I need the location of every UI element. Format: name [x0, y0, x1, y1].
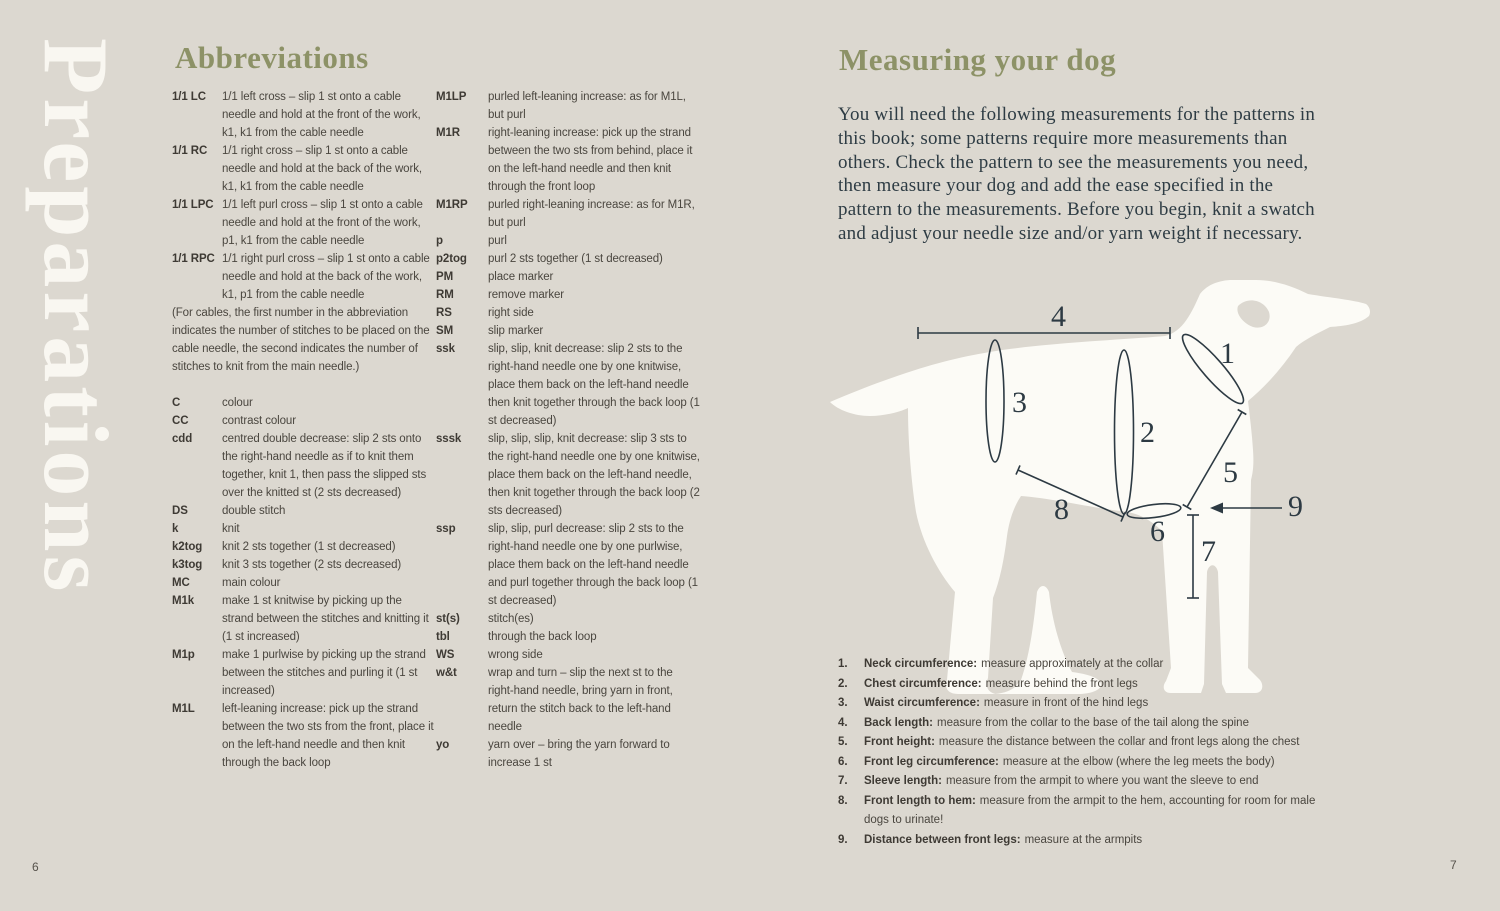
- measurement-number: 8.: [838, 794, 848, 807]
- measurement-text: [864, 753, 1342, 773]
- measurement-item: [838, 792, 1398, 831]
- abbreviation-term: p2tog: [436, 253, 467, 265]
- abbreviation-row: [436, 268, 700, 286]
- abbreviation-definition: colour: [222, 397, 253, 409]
- measurement-list: [838, 655, 1398, 850]
- abbreviation-definition: 1/1 right purl cross – slip 1 st onto a cable needle and hold at the back of the work, k1, p1 from the cable needle: [222, 253, 430, 301]
- measurement-number: 9.: [838, 833, 848, 846]
- abbreviation-term: sssk: [436, 433, 462, 445]
- abbreviation-definition: purled right-leaning increase: as for M1R, but purl: [488, 199, 695, 229]
- measurement-number: 2.: [838, 677, 848, 690]
- abbreviations-column-2: [436, 88, 700, 772]
- abbreviation-definition: knit 3 sts together (2 sts decreased): [222, 559, 402, 571]
- measurement-item: [838, 831, 1398, 851]
- abbreviation-term: C: [172, 397, 181, 409]
- abbreviation-term: M1p: [172, 649, 195, 661]
- abbreviation-row: [436, 286, 700, 304]
- measurement-label: Neck circumference:: [864, 658, 978, 670]
- abbreviation-row: [436, 124, 700, 196]
- abbreviation-term: k: [172, 523, 179, 535]
- measurement-text: [864, 655, 1342, 675]
- measurement-description: measure at the armpits: [1024, 833, 1143, 846]
- abbreviation-term: MC: [172, 577, 190, 589]
- measurement-item: [838, 655, 1398, 675]
- abbreviation-term: tbl: [436, 631, 450, 643]
- abbreviations-cable-group: [172, 88, 434, 304]
- marker-label-5: 5: [1223, 456, 1238, 489]
- abbreviation-row: [172, 592, 434, 646]
- measurement-number: 6.: [838, 755, 848, 768]
- measurement-description: measure from the armpit to where you want the sleeve to end: [945, 775, 1259, 787]
- measurement-text: [864, 792, 1342, 831]
- abbreviation-definition: place marker: [488, 271, 554, 283]
- abbreviation-term: M1RP: [436, 199, 468, 211]
- abbreviation-definition: slip, slip, knit decrease: slip 2 sts to the right-hand needle one by one knitwise, place them back on the left-hand needle then knit together through the back loop (1 st decreased): [488, 343, 700, 427]
- abbreviation-row: [436, 340, 700, 430]
- abbreviation-term: ssk: [436, 343, 455, 355]
- abbreviation-definition: purled left-leaning increase: as for M1L, but purl: [488, 91, 686, 121]
- abbreviations-main-group: [172, 394, 434, 772]
- measurement-description: measure from the collar to the base of the tail along the spine: [937, 716, 1249, 729]
- abbreviation-term: cdd: [172, 433, 193, 445]
- marker-label-9: 9: [1288, 490, 1303, 523]
- abbreviations-column-1: [172, 88, 434, 772]
- abbreviation-row: [172, 196, 434, 250]
- abbreviation-definition: knit: [222, 523, 240, 535]
- abbreviation-row: [436, 628, 700, 646]
- measurement-text: [864, 831, 1342, 851]
- abbreviation-row: [436, 664, 700, 736]
- abbreviation-row: [436, 304, 700, 322]
- measurement-text: [864, 714, 1342, 734]
- measurement-description: measure in front of the hind legs: [983, 697, 1149, 709]
- abbreviation-row: [436, 88, 700, 124]
- abbreviation-term: 1/1 LPC: [172, 199, 214, 211]
- abbreviation-term: RM: [436, 289, 454, 301]
- abbreviation-definition: purl 2 sts together (1 st decreased): [488, 253, 663, 265]
- measurement-description: measure approximately at the collar: [981, 658, 1164, 670]
- marker-label-1: 1: [1220, 337, 1235, 370]
- abbreviation-row: [172, 520, 434, 538]
- measurement-text: [864, 772, 1342, 792]
- abbreviation-term: WS: [436, 649, 455, 661]
- measurement-label: Chest circumference:: [864, 677, 982, 690]
- abbreviation-definition: make 1 purlwise by picking up the strand between the stitches and purling it (1 st increased): [222, 649, 426, 697]
- measurement-item: [838, 675, 1398, 695]
- page-number-left: 6: [32, 860, 39, 874]
- abbreviations-heading: Abbreviations: [175, 40, 369, 75]
- cable-note: (For cables, the first number in the abbreviation indicates the number of stitches to be placed on the cable needle, the second indicates the number of stitches to knit from the main needle.): [172, 307, 430, 373]
- measuring-intro-paragraph: You will need the following measurements for the patterns in this book; some patterns require more measurements than others. Check the pattern to see the measurements you need, then measure your dog and add the ease specified in the pattern to the measurements. Before you begin, knit a swatch and adjust your needle size and/or yarn weight if necessary.: [838, 104, 1316, 244]
- measurement-label: Waist circumference:: [864, 697, 980, 709]
- measurement-item: [838, 772, 1398, 792]
- abbreviation-term: 1/1 RC: [172, 145, 208, 157]
- abbreviation-term: yo: [436, 739, 450, 751]
- page-number-right: 7: [1450, 858, 1457, 872]
- abbreviation-term: SM: [436, 325, 454, 337]
- chapter-title-vertical: Preparations: [25, 38, 127, 596]
- measurement-number: 3.: [838, 697, 848, 709]
- measurement-item: [838, 733, 1398, 753]
- dog-measurement-diagram: [820, 250, 1420, 710]
- abbreviation-row: [172, 646, 434, 700]
- abbreviation-definition: purl: [488, 235, 507, 247]
- abbreviation-row: [436, 250, 700, 268]
- abbreviation-definition: right side: [488, 307, 534, 319]
- abbreviation-definition: contrast colour: [222, 415, 296, 427]
- abbreviation-row: [172, 412, 434, 430]
- abbreviation-definition: make 1 st knitwise by picking up the strand between the stitches and knitting it (1 st increased): [222, 595, 429, 643]
- abbreviation-row: [172, 88, 434, 142]
- measuring-heading: Measuring your dog: [839, 42, 1117, 77]
- abbreviation-definition: 1/1 left cross – slip 1 st onto a cable needle and hold at the front of the work, k1, k1 from the cable needle: [222, 91, 421, 139]
- measurement-text: [864, 694, 1342, 714]
- abbreviation-definition: slip, slip, purl decrease: slip 2 sts to the right-hand needle one by one purlwise, place them back on the left-hand needle and purl together through the back loop (1 st decreased): [488, 523, 698, 607]
- abbreviation-row: [172, 430, 434, 502]
- abbreviation-definition: knit 2 sts together (1 st decreased): [222, 541, 396, 553]
- abbreviation-row: [436, 736, 700, 772]
- abbreviation-definition: wrap and turn – slip the next st to the right-hand needle, bring yarn in front, return the stitch back to the left-hand needle: [488, 667, 673, 733]
- measurement-item: [838, 714, 1398, 734]
- measurement-text: [864, 675, 1342, 695]
- abbreviation-row: [172, 700, 434, 772]
- marker-label-6: 6: [1150, 515, 1165, 548]
- abbreviation-row: [172, 502, 434, 520]
- measurement-item: [838, 694, 1398, 714]
- abbreviation-row: [436, 610, 700, 628]
- abbreviation-definition: yarn over – bring the yarn forward to increase 1 st: [488, 739, 670, 769]
- marker-label-8: 8: [1054, 493, 1069, 526]
- marker-label-7: 7: [1201, 535, 1216, 568]
- abbreviation-term: CC: [172, 415, 189, 427]
- abbreviation-definition: slip marker: [488, 325, 544, 337]
- abbreviation-term: ssp: [436, 523, 456, 535]
- marker-label-3: 3: [1012, 386, 1027, 419]
- abbreviation-term: M1k: [172, 595, 195, 607]
- marker-label-4: 4: [1051, 300, 1066, 333]
- measurement-item: [838, 753, 1398, 773]
- abbreviation-definition: left-leaning increase: pick up the strand between the two sts from the front, place it on the left-hand needle and then knit through the back loop: [222, 703, 434, 769]
- measurement-label: Front leg circumference:: [864, 755, 999, 768]
- abbreviation-row: [172, 556, 434, 574]
- abbreviation-term: w&t: [436, 667, 457, 679]
- measurement-description: measure behind the front legs: [985, 677, 1138, 690]
- abbreviation-row: [436, 430, 700, 520]
- abbreviation-definition: wrong side: [488, 649, 543, 661]
- abbreviation-term: PM: [436, 271, 454, 283]
- abbreviation-row: [436, 232, 700, 250]
- measurement-label: Back length:: [864, 716, 934, 729]
- dog-silhouette: [830, 280, 1370, 694]
- abbreviation-definition: through the back loop: [488, 631, 597, 643]
- abbreviation-definition: double stitch: [222, 505, 286, 517]
- abbreviation-term: k3tog: [172, 559, 203, 571]
- abbreviation-definition: 1/1 left purl cross – slip 1 st onto a cable needle and hold at the front of the work, p1, k1 from the cable needle: [222, 199, 423, 247]
- abbreviation-row: [172, 574, 434, 592]
- abbreviation-definition: right-leaning increase: pick up the strand between the two sts from behind, place it on the left-hand needle and then knit through the front loop: [488, 127, 693, 193]
- measurement-text: [864, 733, 1342, 753]
- measurement-label: Distance between front legs:: [864, 833, 1021, 846]
- abbreviation-definition: remove marker: [488, 289, 565, 301]
- abbreviation-row: [172, 538, 434, 556]
- abbreviation-term: k2tog: [172, 541, 203, 553]
- abbreviation-row: [436, 520, 700, 610]
- abbreviation-row: [436, 196, 700, 232]
- measurement-description: measure the distance between the collar and front legs along the chest: [938, 736, 1300, 748]
- abbreviation-definition: centred double decrease: slip 2 sts onto the right-hand needle as if to knit them together, knit 1, then pass the slipped sts over the knitted st (2 sts decreased): [222, 433, 427, 499]
- abbreviation-definition: 1/1 right cross – slip 1 st onto a cable needle and hold at the back of the work, k1, k1 from the cable needle: [222, 145, 422, 193]
- abbreviation-definition: main colour: [222, 577, 281, 589]
- measurement-description: measure at the elbow (where the leg meets the body): [1002, 755, 1275, 768]
- abbreviation-term: 1/1 RPC: [172, 253, 215, 265]
- abbreviation-term: p: [436, 235, 443, 247]
- back-length-line: [918, 327, 1170, 339]
- abbreviation-row: [172, 250, 434, 304]
- abbreviation-term: RS: [436, 307, 452, 319]
- abbreviation-row: [172, 394, 434, 412]
- abbreviation-term: 1/1 LC: [172, 91, 206, 103]
- measurement-label: Front height:: [864, 736, 935, 748]
- measurement-label: Front length to hem:: [864, 794, 976, 807]
- abbreviation-term: st(s): [436, 613, 460, 625]
- abbreviation-term: M1L: [172, 703, 195, 715]
- abbreviation-term: M1R: [436, 127, 460, 139]
- marker-label-2: 2: [1140, 416, 1155, 449]
- measurement-number: 1.: [838, 658, 848, 670]
- abbreviation-row: [172, 142, 434, 196]
- measurement-description: measure from the armpit to the hem, accounting for room for male dogs to urinate!: [864, 794, 1316, 826]
- abbreviation-row: [436, 322, 700, 340]
- abbreviation-row: [436, 646, 700, 664]
- abbreviation-definition: slip, slip, slip, knit decrease: slip 3 sts to the right-hand needle one by one knitwise, place them back on the left-hand needle, then knit together through the back loop (2 sts decreased): [488, 433, 700, 517]
- measurement-number: 5.: [838, 736, 848, 748]
- measurement-number: 7.: [838, 775, 848, 787]
- measurement-number: 4.: [838, 716, 848, 729]
- measurement-label: Sleeve length:: [864, 775, 942, 787]
- abbreviation-term: M1LP: [436, 91, 467, 103]
- abbreviation-definition: stitch(es): [488, 613, 534, 625]
- abbreviation-term: DS: [172, 505, 188, 517]
